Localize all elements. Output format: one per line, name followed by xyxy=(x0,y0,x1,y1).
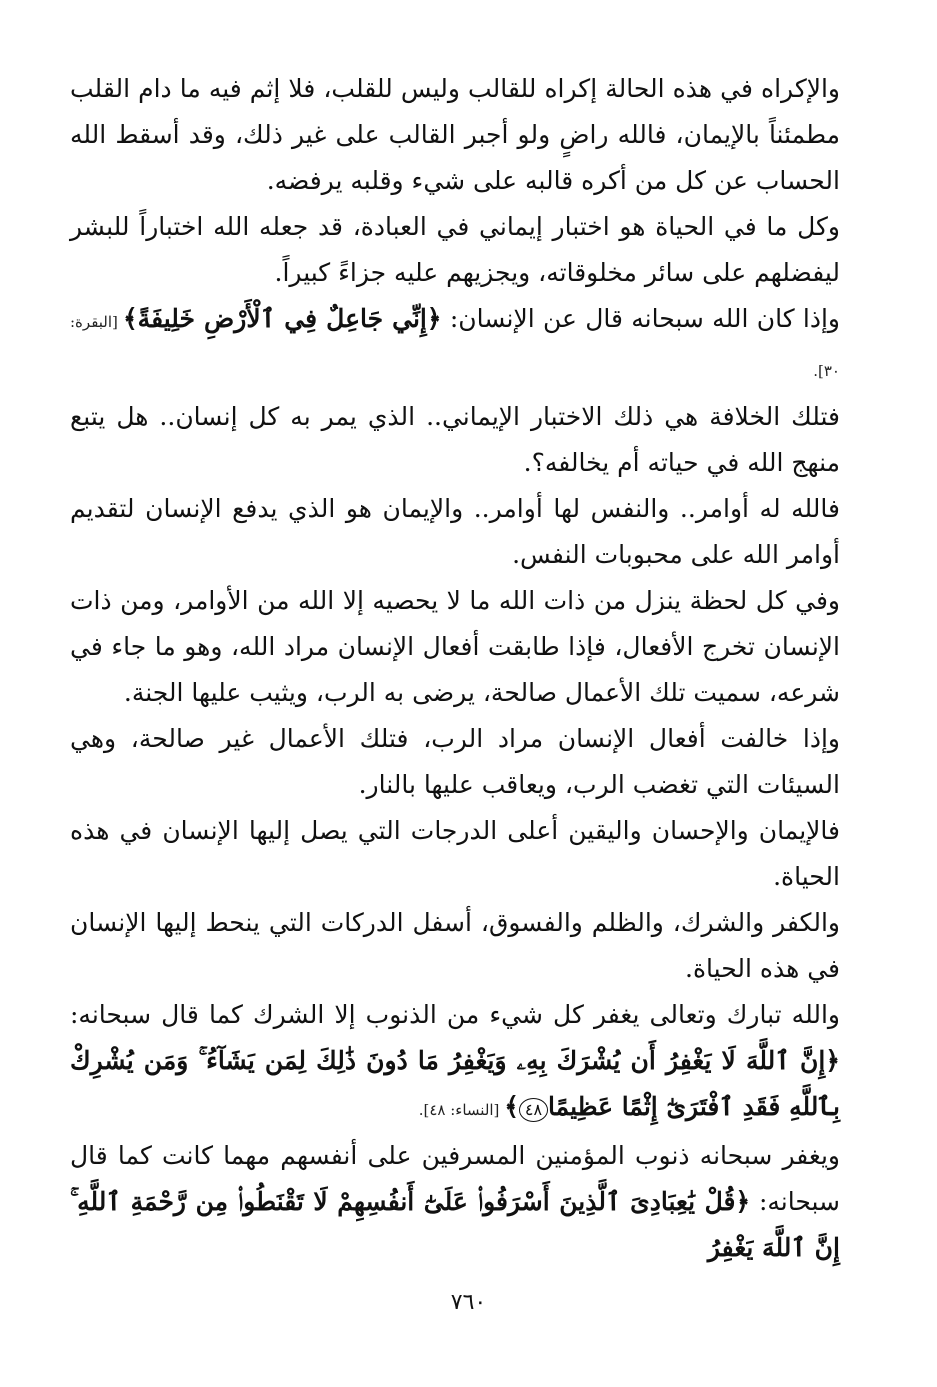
paragraph-text: ويغفر سبحانه ذنوب المؤمنين المسرفين على أنفسهم مهما كانت كما قال سبحانه: xyxy=(70,1141,840,1216)
paragraph xyxy=(70,1133,840,1271)
page-number: ٧٦٠ xyxy=(450,1290,487,1315)
paragraph: والإكراه في هذه الحالة إكراه للقالب وليس للقلب، فلا إثم فيه ما دام القلب مطمئناً بالإيمان، فالله راضٍ ولو أجبر القالب على غير ذلك، وقد أسقط الله الحساب عن كل من أكره قالبه على شيء وقلبه يرفضه. xyxy=(70,74,840,195)
paragraph: والكفر والشرك، والظلم والفسوق، أسفل الدركات التي ينحط إليها الإنسان في هذه الحياة. xyxy=(70,908,840,983)
ayah-number-marker: ٤٨ xyxy=(519,1098,548,1122)
quran-verse: ﴿إِنِّي جَاعِلٌ فِي ٱلْأَرْضِ خَلِيفَةً﴾ xyxy=(123,304,442,333)
quran-close-bracket: ﴾ xyxy=(504,1092,519,1121)
paragraph xyxy=(70,296,840,394)
verse-reference: [النساء: ٤٨]. xyxy=(418,1101,505,1119)
paragraph: وفي كل لحظة ينزل من ذات الله ما لا يحصيه إلا الله من الأوامر، ومن ذات الإنسان تخرج الأفعال، فإذا طابقت أفعال الإنسان مراد الله، وهو ما جاء في شرعه، سميت تلك الأعمال صالحة، يرضى به الرب، ويثيب عليها الجنة. xyxy=(70,586,840,707)
quran-verse: ﴿إِنَّ ٱللَّهَ لَا يَغْفِرُ أَن يُشْرَكَ بِهِۦ وَيَغْفِرُ مَا دُونَ ذَٰلِكَ لِمَن يَشَآءُ ۚ وَمَن يُشْرِكْ بِٱللَّهِ فَقَدِ ٱفْتَرَىٰٓ إِثْمًا عَظِيمًا xyxy=(70,1046,840,1121)
paragraph xyxy=(70,992,840,1133)
paragraph: فالله له أوامر.. والنفس لها أوامر.. والإيمان هو الذي يدفع الإنسان لتقديم أوامر الله على محبوبات النفس. xyxy=(70,494,840,569)
verse-reference: [البقرة: ٣٠]. xyxy=(70,313,840,380)
paragraph: وكل ما في الحياة هو اختبار إيماني في العبادة، قد جعله الله اختباراً للبشر ليفضلهم على سائر مخلوقاته، ويجزيهم عليه جزاءً كبيراً. xyxy=(70,212,840,287)
quran-verse: ﴿قُلْ يَٰعِبَادِىَ ٱلَّذِينَ أَسْرَفُوا۟ عَلَىٰٓ أَنفُسِهِمْ لَا تَقْنَطُوا۟ مِن رَّحْمَةِ ٱللَّهِ ۚ إِنَّ ٱللَّهَ يَغْفِرُ xyxy=(70,1187,840,1262)
paragraph: وإذا خالفت أفعال الإنسان مراد الرب، فتلك الأعمال غير صالحة، وهي السيئات التي تغضب الرب، ويعاقب عليها بالنار. xyxy=(70,724,840,799)
paragraph: فتلك الخلافة هي ذلك الاختبار الإيماني.. الذي يمر به كل إنسان.. هل يتبع منهج الله في حياته أم يخالفه؟. xyxy=(70,402,840,477)
page-body xyxy=(70,66,840,1271)
paragraph: فالإيمان والإحسان واليقين أعلى الدرجات التي يصل إليها الإنسان في هذه الحياة. xyxy=(70,816,840,891)
paragraph-text: والله تبارك وتعالى يغفر كل شيء من الذنوب إلا الشرك كما قال سبحانه: xyxy=(70,1000,840,1029)
paragraph-text: وإذا كان الله سبحانه قال عن الإنسان: xyxy=(441,304,840,333)
